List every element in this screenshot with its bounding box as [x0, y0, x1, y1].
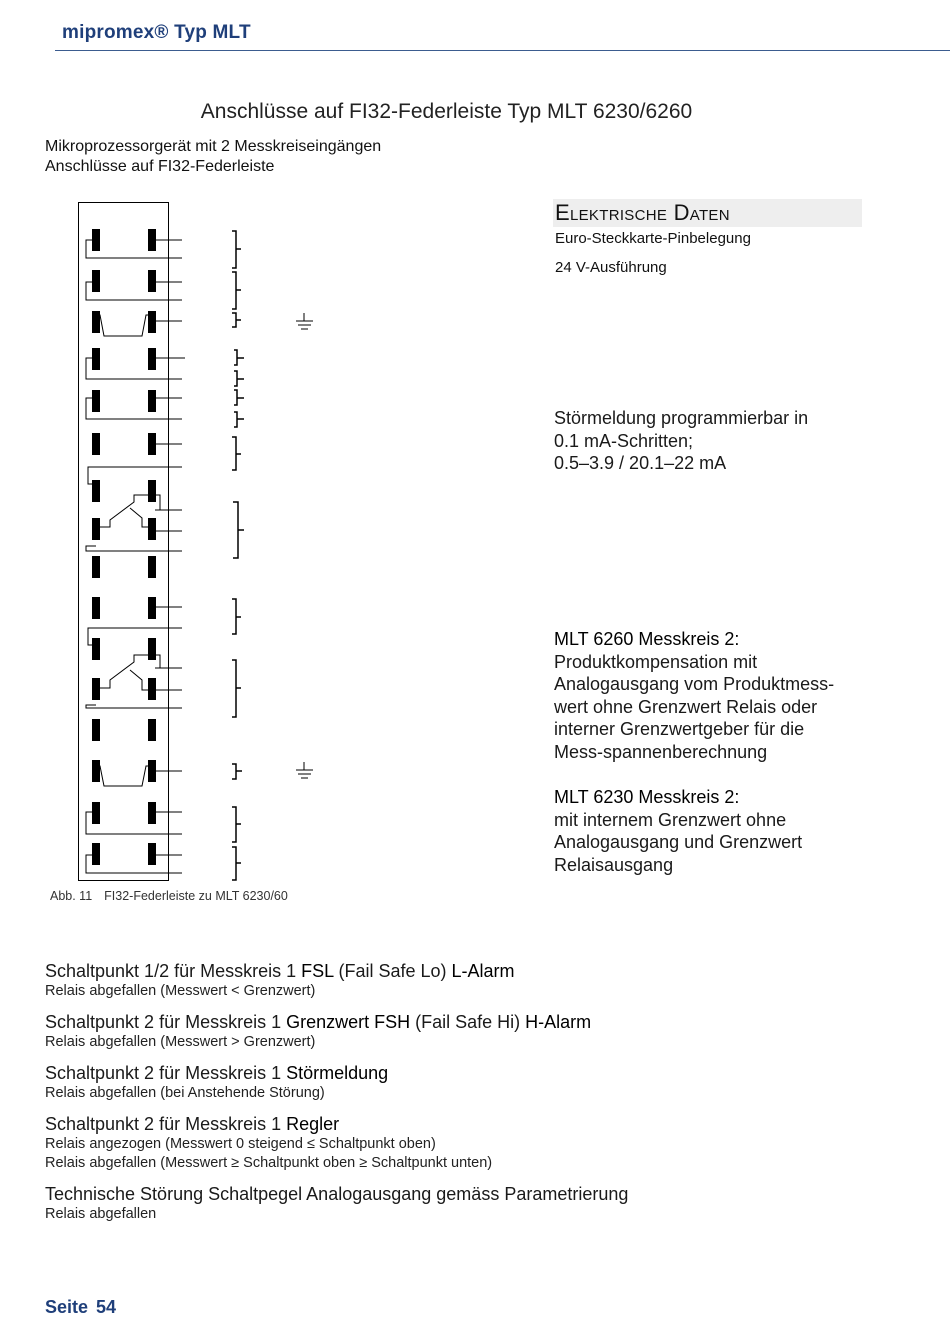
mlt6260-block — [554, 628, 874, 764]
stoermeldung-line: Störmeldung programmierbar in — [554, 408, 809, 428]
stoermeldung-line: 0.5–3.9 / 20.1–22 mA — [554, 453, 727, 474]
figure-caption — [50, 889, 288, 903]
subtitle-line-2: Anschlüsse auf FI32-Federleiste — [45, 158, 275, 175]
sp-text: Schaltpunkt 2 für Messkreis 1 — [45, 1012, 287, 1032]
mlt6260-line: Mess-spannenberechnung — [554, 741, 768, 762]
switch-point-5 — [45, 1183, 628, 1224]
subtitle-line-1: Mikroprozessorgerät mit 2 Messkreiseingängen — [45, 138, 382, 155]
figure-number: Abb. 11 — [50, 889, 93, 903]
electrical-line-2: 24 V-Ausführung — [555, 259, 667, 276]
switch-point-2 — [45, 1011, 591, 1052]
sp-sub: Relais abgefallen (Messwert < Grenzwert) — [45, 983, 316, 999]
ground-icon — [296, 313, 313, 329]
sp-sub: Relais angezogen (Messwert 0 steigend ≤ Schaltpunkt oben) — [45, 1136, 436, 1152]
stoermeldung-line: 0.1 mA-Schritten; — [554, 430, 694, 451]
sp-sub: Relais abgefallen (Messwert ≥ Schaltpunkt oben ≥ Schaltpunkt unten) — [45, 1155, 493, 1171]
mlt6260-line: interner Grenzwertgeber für die — [554, 719, 805, 740]
sp-text: (Fail Safe Lo) — [333, 961, 452, 981]
mlt6230-line: Analogausgang und Grenzwert — [554, 832, 803, 853]
mlt6260-line: Produktkompensation mit — [554, 651, 758, 672]
mlt6230-heading: MLT 6230 Messkreis 2: — [554, 787, 740, 807]
electrical-heading: Elektrische Daten — [555, 200, 730, 225]
mlt6230-line: Relaisausgang — [554, 854, 674, 875]
jumper-wires — [86, 240, 182, 873]
sp-text: Schaltpunkt 2 für Messkreis 1 — [45, 1114, 287, 1134]
mlt6260-line: wert ohne Grenzwert Relais oder — [554, 696, 818, 717]
sp-key: Störmeldung — [286, 1063, 389, 1083]
mlt6230-block — [554, 786, 854, 876]
sp-key: H-Alarm — [525, 1012, 592, 1032]
figure-caption-text: FI32-Federleiste zu MLT 6230/60 — [104, 889, 288, 903]
electrical-line-1: Euro-Steckkarte-Pinbelegung — [555, 230, 751, 247]
brackets — [232, 231, 244, 880]
page-title: Anschlüsse auf FI32-Federleiste Typ MLT 6230/6260 — [200, 100, 693, 123]
sp-text: Schaltpunkt 1/2 für Messkreis 1 — [45, 961, 302, 981]
page-footer — [45, 1297, 116, 1318]
page-number: 54 — [96, 1297, 117, 1317]
sp-text: Technische Störung Schaltpegel Analogausgang gemäss Parametrierung — [45, 1184, 629, 1204]
sp-key: Grenzwert FSH — [286, 1012, 411, 1032]
switch-point-1 — [45, 960, 515, 1001]
header-title: mipromex® Typ MLT — [62, 22, 251, 43]
sp-sub: Relais abgefallen — [45, 1206, 157, 1222]
sp-key: L-Alarm — [451, 961, 515, 981]
sp-sub: Relais abgefallen (bei Anstehende Störung) — [45, 1085, 325, 1101]
switch-point-3 — [45, 1062, 388, 1103]
sp-text: (Fail Safe Hi) — [410, 1012, 526, 1032]
sp-text: Schaltpunkt 2 für Messkreis 1 — [45, 1063, 287, 1083]
sp-key: Regler — [286, 1114, 340, 1134]
sp-sub: Relais abgefallen (Messwert > Grenzwert) — [45, 1034, 316, 1050]
stoermeldung-block — [554, 407, 854, 475]
ground-icon-2 — [296, 762, 313, 778]
page-label: Seite — [45, 1297, 89, 1317]
mlt6260-heading: MLT 6260 Messkreis 2: — [554, 629, 740, 649]
sp-key: FSL — [301, 961, 334, 981]
terminal-lines — [155, 240, 185, 873]
mlt6230-line: mit internem Grenzwert ohne — [554, 809, 787, 830]
mlt6260-line: Analogausgang vom Produktmess- — [554, 674, 835, 695]
switch-point-4 — [45, 1113, 492, 1173]
